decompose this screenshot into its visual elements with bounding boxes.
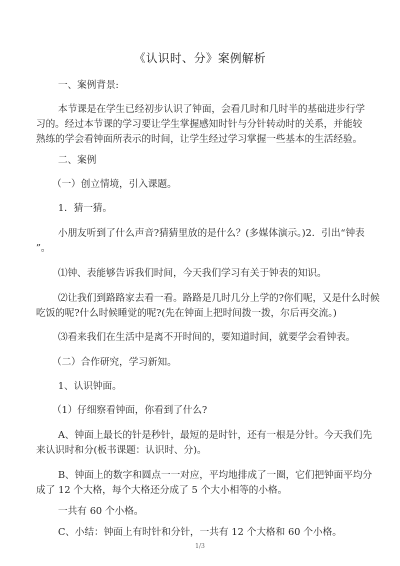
paragraph-line: ⑵让我们到路路家去看一看。路路是几时几分上学的?你们呢，又是什么时候 xyxy=(58,293,380,304)
paragraph-line: 一共有 60 个小格。 xyxy=(58,506,144,517)
paragraph-line: ⑴钟、表能够告诉我们时间，今天我们学习有关于钟表的知识。 xyxy=(58,268,327,279)
paragraph-line: 本节课是在学生已经初步认识了钟面，会看几时和几时半的基础进步行学 xyxy=(58,104,365,115)
section-heading: 一、案例背景: xyxy=(58,80,119,91)
paragraph-line: 小朋友听到了什么声音?猜猜里放的是什么？(多媒体演示。)2．引出“钟表 xyxy=(58,228,365,239)
paragraph-line: 成了 12 个大格，每个大格还分成了 5 个大小相等的小格。 xyxy=(36,485,288,496)
paragraph-line: 来认识时和分(板书课题：认识时、分)。 xyxy=(36,445,207,456)
page-title: 《认识时、分》案例解析 xyxy=(134,51,266,65)
paragraph-line: 吃饭的呢?什么时候睡觉的呢?(先在钟面上把时间拨一拨，尔后再交流。) xyxy=(36,308,337,319)
paragraph-line: C、小结：钟面上有时针和分针，一共有 12 个大格和 60 个小格。 xyxy=(58,527,342,538)
paragraph-line: ⑶看来我们在生活中是离不开时间的，要知道时间，就要学会看钟表。 xyxy=(58,332,356,343)
paragraph-line: 熟练的学会看钟面所表示的时间，让学生经过学习掌握一些基本的生活经验。 xyxy=(36,134,363,145)
paragraph-line: 习的。经过本节课的学习要让学生掌握感知时针与分针转动时的关系，并能较 xyxy=(36,119,363,130)
section-heading: 二、案例 xyxy=(58,155,97,166)
list-item: （1）仔细察看钟面，你看到了什么? xyxy=(52,405,208,416)
list-item: 1．猜一猜。 xyxy=(58,203,113,214)
paragraph-line: A、钟面上最长的针是秒针，最短的是时针，还有一根是分针。今天我们先 xyxy=(58,430,372,441)
page-number: 1/3 xyxy=(195,543,205,550)
subsection-heading: （二）合作研究，学习新知。 xyxy=(52,357,177,368)
paragraph-line: ”。 xyxy=(36,243,51,254)
paragraph-line: B、钟面上的数字和圆点一一对应，平均地排成了一圈，它们把钟面平均分 xyxy=(58,470,373,481)
list-item: 1、认识钟面。 xyxy=(58,381,122,392)
subsection-heading: （一）创立情境，引入课题。 xyxy=(52,179,177,190)
